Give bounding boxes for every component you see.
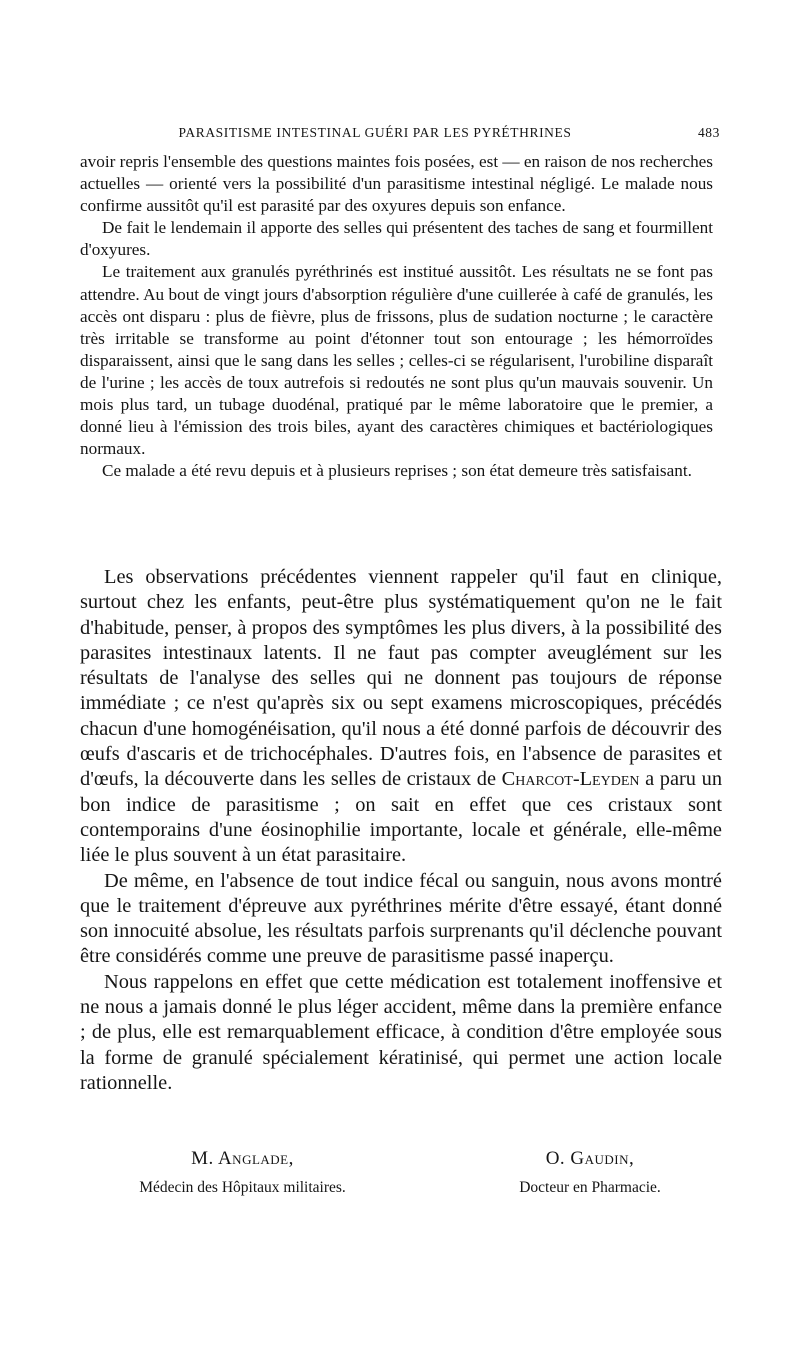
signature-gaudin [490, 1148, 690, 1197]
conclusion-paragraph [80, 565, 722, 869]
case-report-paragraph: De fait le lendemain il apporte des selles qui présentent des taches de sang et fourmillent d'oxyures. [80, 218, 713, 260]
case-report-paragraph: Le traitement aux granulés pyréthrinés est institué aussitôt. Les résultats ne se font pas attendre. Au bout de vingt jours d'absorption régulière d'une cuillerée à café de granulés, les accès ont disparu : plus de fièvre, plus de frissons, plus de sudation nocturne ; le caractère très irritable se transforme au point d'étonner tout son entourage ; les hémorroïdes disparaissent, ainsi que le sang dans les selles ; celles-ci se régularisent, l'urobiline disparaît de l'urine ; les accès de toux autrefois si redoutés ne sont plus qu'un mauvais souvenir. Un mois plus tard, un tubage duodénal, pratiqué par le même laboratoire que le premier, a donné lieu à l'émission des trois biles, ayant des caractères chimiques et bactériologiques normaux. [80, 262, 713, 459]
case-report-paragraph: Ce malade a été revu depuis et à plusieurs reprises ; son état demeure très satisfaisant. [102, 461, 692, 481]
conclusion-section [80, 565, 722, 1096]
conclusion-text: Les observations précédentes viennent rappeler qu'il faut en clinique, surtout chez les enfants, peut-être plus systématiquement qu'on ne le fait d'habitude, penser, à propos des symptômes les plus divers, à la possibilité des parasites intestinaux latents. Il ne faut pas compter aveuglément sur les résultats de l'analyse des selles qui ne donnent pas toujours de réponse immédiate ; ce n'est qu'après six ou sept examens microscopiques, précédés chacun d'une homogénéisation, qu'il nous a été donné parfois de découvrir des œufs d'ascaris et de trichocéphales. D'autres fois, en l'absence de parasites et d'œufs, la découverte dans les selles de cristaux de [80, 566, 722, 791]
signature-anglade [110, 1148, 375, 1197]
signature-name: O. Gaudin, [545, 1148, 635, 1169]
signature-title: Médecin des Hôpitaux militaires. [139, 1179, 346, 1196]
conclusion-paragraph: De même, en l'absence de tout indice fécal ou sanguin, nous avons montré que le traitement d'épreuve aux pyréthrines mérite d'être essayé, étant donné son innocuité absolue, les résultats parfois surprenants qu'il déclenche pouvant être considérés comme une preuve de parasitisme passé inaperçu. [80, 869, 722, 968]
signature-title: Docteur en Pharmacie. [519, 1179, 661, 1196]
author-name-charcot-leyden: Charcot-Leyden [501, 768, 640, 791]
case-report-section [80, 151, 713, 482]
page-number: 483 [697, 125, 720, 140]
conclusion-text: a paru un bon indice de parasitisme ; on sait en effet que ces cristaux sont contemporains d'une éosinophilie importante, locale et générale, elle-même liée le plus souvent à un état parasitaire. [80, 768, 723, 867]
signature-name: M. Anglade, [191, 1148, 294, 1169]
conclusion-paragraph: Nous rappelons en effet que cette médication est totalement inoffensive et ne nous a jamais donné le plus léger accident, même dans la première enfance ; de plus, elle est remarquablement efficace, à condition d'être employée sous la forme de granulé spécialement kératinisé, qui permet une action locale rationnelle. [80, 970, 722, 1094]
running-title: PARASITISME INTESTINAL GUÉRI PAR LES PYRÉTHRINES [178, 125, 572, 140]
case-report-paragraph: avoir repris l'ensemble des questions maintes fois posées, est — en raison de nos recherches actuelles — orienté vers la possibilité d'un parasitisme intestinal négligé. Le malade nous confirme aussitôt qu'il est parasité par des oxyures depuis son enfance. [80, 152, 713, 216]
